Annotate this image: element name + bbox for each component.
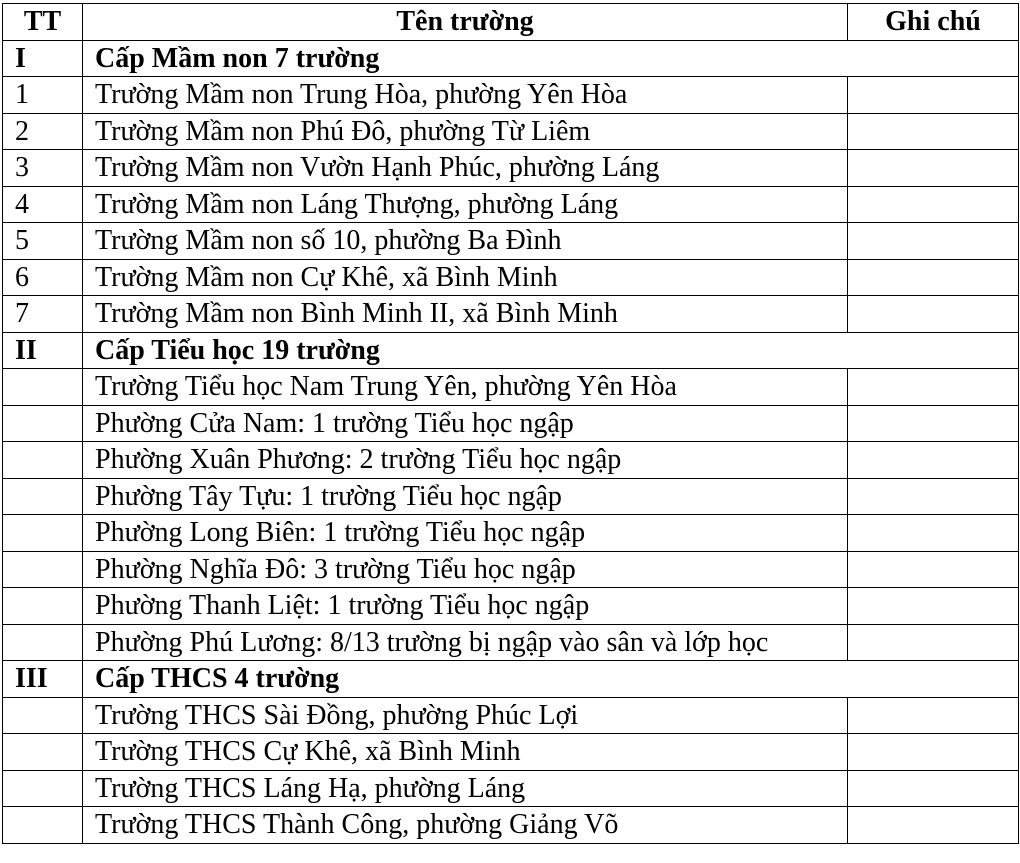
row-number bbox=[3, 369, 83, 406]
table-row bbox=[3, 588, 1019, 625]
header-school-name: Tên trường bbox=[83, 4, 848, 41]
note-cell bbox=[848, 442, 1019, 479]
row-number bbox=[3, 551, 83, 588]
note-cell bbox=[848, 296, 1019, 333]
table-row bbox=[3, 807, 1019, 844]
table-row bbox=[3, 259, 1019, 296]
table-row bbox=[3, 478, 1019, 515]
school-name: Trường THCS Sài Đồng, phường Phúc Lợi bbox=[83, 697, 848, 734]
school-name: Phường Long Biên: 1 trường Tiểu học ngập bbox=[83, 515, 848, 552]
table-row bbox=[3, 150, 1019, 187]
note-cell bbox=[848, 77, 1019, 114]
row-number: 7 bbox=[3, 296, 83, 333]
section-numeral: II bbox=[3, 332, 83, 369]
table-row bbox=[3, 551, 1019, 588]
table-row bbox=[3, 113, 1019, 150]
note-cell bbox=[848, 369, 1019, 406]
school-name: Trường THCS Thành Công, phường Giảng Võ bbox=[83, 807, 848, 844]
table-row bbox=[3, 770, 1019, 807]
section-numeral: I bbox=[3, 40, 83, 77]
school-name: Phường Xuân Phương: 2 trường Tiểu học ngập bbox=[83, 442, 848, 479]
row-number: 6 bbox=[3, 259, 83, 296]
table-row bbox=[3, 442, 1019, 479]
note-cell bbox=[848, 259, 1019, 296]
note-cell bbox=[848, 223, 1019, 260]
school-name: Phường Cửa Nam: 1 trường Tiểu học ngập bbox=[83, 405, 848, 442]
school-name: Trường Mầm non Phú Đô, phường Từ Liêm bbox=[83, 113, 848, 150]
section-row bbox=[3, 661, 1019, 698]
note-cell bbox=[848, 770, 1019, 807]
school-name: Trường Mầm non Cự Khê, xã Bình Minh bbox=[83, 259, 848, 296]
section-row bbox=[3, 332, 1019, 369]
row-number: 3 bbox=[3, 150, 83, 187]
note-cell bbox=[848, 515, 1019, 552]
table-row bbox=[3, 734, 1019, 771]
note-cell bbox=[848, 588, 1019, 625]
school-name: Trường Mầm non Vườn Hạnh Phúc, phường Láng bbox=[83, 150, 848, 187]
section-row bbox=[3, 40, 1019, 77]
row-number: 1 bbox=[3, 77, 83, 114]
school-name: Trường Mầm non Bình Minh II, xã Bình Minh bbox=[83, 296, 848, 333]
table-header-row bbox=[3, 4, 1019, 41]
school-name: Phường Nghĩa Đô: 3 trường Tiểu học ngập bbox=[83, 551, 848, 588]
note-cell bbox=[848, 186, 1019, 223]
table-row bbox=[3, 186, 1019, 223]
school-name: Phường Thanh Liệt: 1 trường Tiểu học ngập bbox=[83, 588, 848, 625]
section-title: Cấp Tiểu học 19 trường bbox=[83, 332, 1019, 369]
row-number bbox=[3, 588, 83, 625]
school-name: Trường Mầm non số 10, phường Ba Đình bbox=[83, 223, 848, 260]
table-row bbox=[3, 697, 1019, 734]
table-row bbox=[3, 624, 1019, 661]
row-number: 2 bbox=[3, 113, 83, 150]
table-row bbox=[3, 515, 1019, 552]
row-number bbox=[3, 442, 83, 479]
note-cell bbox=[848, 150, 1019, 187]
school-name: Trường THCS Cự Khê, xã Bình Minh bbox=[83, 734, 848, 771]
table-row bbox=[3, 77, 1019, 114]
row-number: 4 bbox=[3, 186, 83, 223]
row-number bbox=[3, 405, 83, 442]
note-cell bbox=[848, 551, 1019, 588]
note-cell bbox=[848, 478, 1019, 515]
row-number bbox=[3, 515, 83, 552]
section-title: Cấp Mầm non 7 trường bbox=[83, 40, 1019, 77]
table-row bbox=[3, 405, 1019, 442]
note-cell bbox=[848, 734, 1019, 771]
school-name: Trường Mầm non Láng Thượng, phường Láng bbox=[83, 186, 848, 223]
school-name: Phường Tây Tựu: 1 trường Tiểu học ngập bbox=[83, 478, 848, 515]
row-number bbox=[3, 770, 83, 807]
row-number bbox=[3, 624, 83, 661]
note-cell bbox=[848, 405, 1019, 442]
school-name: Phường Phú Lương: 8/13 trường bị ngập vào sân và lớp học bbox=[83, 624, 848, 661]
row-number: 5 bbox=[3, 223, 83, 260]
section-numeral: III bbox=[3, 661, 83, 698]
row-number bbox=[3, 807, 83, 844]
table-body bbox=[3, 40, 1019, 843]
note-cell bbox=[848, 113, 1019, 150]
row-number bbox=[3, 478, 83, 515]
school-name: Trường Tiểu học Nam Trung Yên, phường Yên Hòa bbox=[83, 369, 848, 406]
header-tt: TT bbox=[3, 4, 83, 41]
section-title: Cấp THCS 4 trường bbox=[83, 661, 1019, 698]
table-row bbox=[3, 223, 1019, 260]
table-row bbox=[3, 296, 1019, 333]
note-cell bbox=[848, 624, 1019, 661]
note-cell bbox=[848, 807, 1019, 844]
note-cell bbox=[848, 697, 1019, 734]
school-name: Trường THCS Láng Hạ, phường Láng bbox=[83, 770, 848, 807]
row-number bbox=[3, 697, 83, 734]
school-list-table bbox=[2, 3, 1019, 844]
row-number bbox=[3, 734, 83, 771]
school-name: Trường Mầm non Trung Hòa, phường Yên Hòa bbox=[83, 77, 848, 114]
header-note: Ghi chú bbox=[848, 4, 1019, 41]
table-row bbox=[3, 369, 1019, 406]
